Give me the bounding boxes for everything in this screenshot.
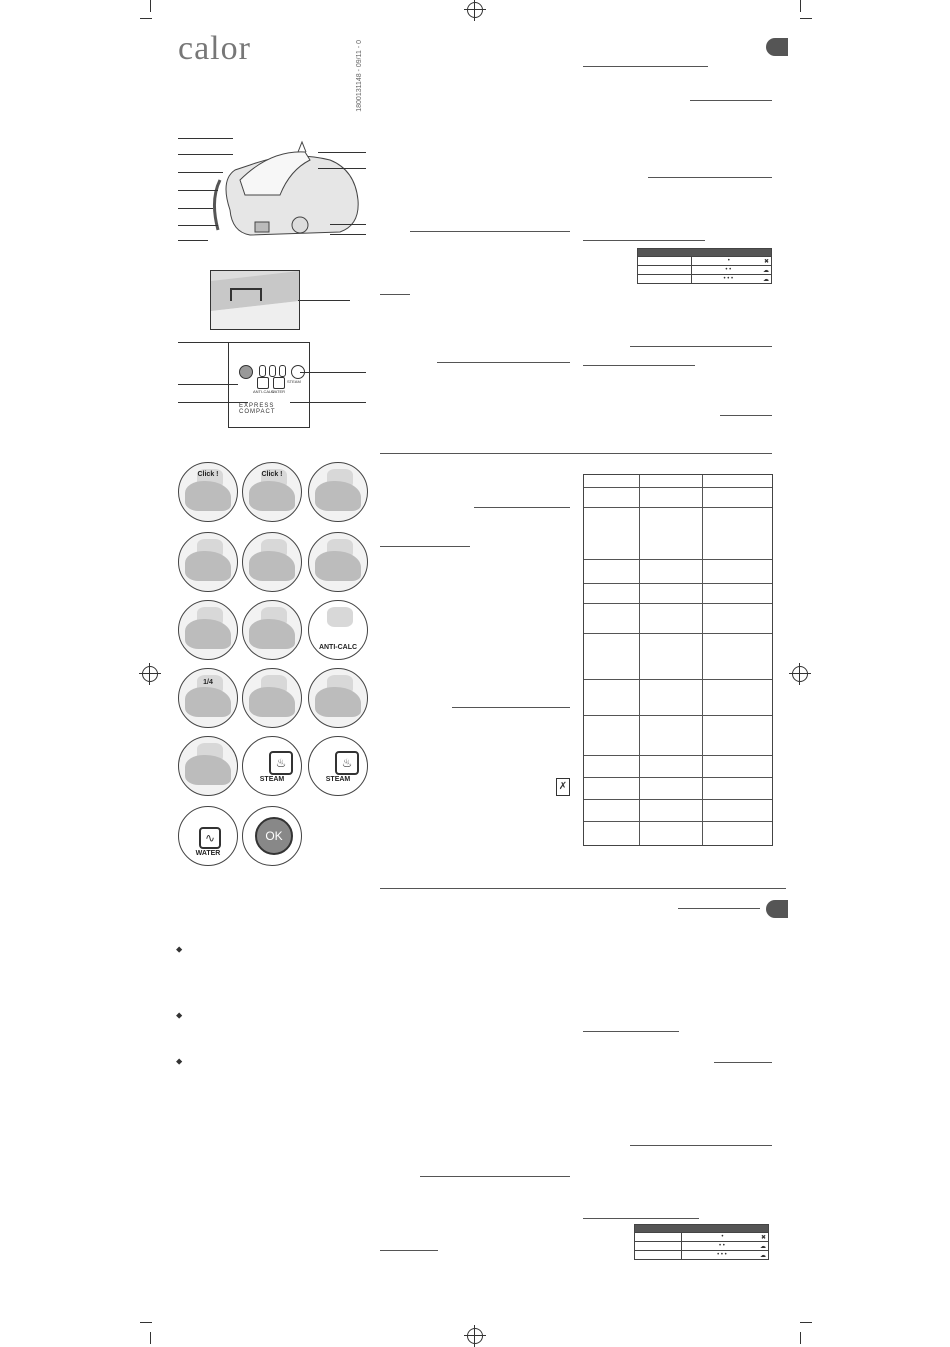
step-image <box>308 532 368 592</box>
callout-line <box>178 138 233 139</box>
callout-line <box>178 172 223 173</box>
step-image <box>242 668 302 728</box>
registration-mark-bottom <box>467 1328 483 1344</box>
step-image: ♨ STEAM <box>308 736 368 796</box>
callout-line <box>300 372 366 373</box>
heading-underline <box>714 1062 772 1063</box>
document-code: 1800131148 - 09/11 - 0 <box>356 40 363 112</box>
heading-underline <box>420 1176 570 1177</box>
heading-underline <box>583 365 695 366</box>
steam-button-icon: ♨ <box>335 751 359 775</box>
settings-table: • ✖ • • ☁ • • • ☁ <box>637 248 772 284</box>
anti-calc-label: ANTI-CALC <box>253 389 275 394</box>
step-image: 1/4 <box>178 668 238 728</box>
bullet-icon: ⬥ <box>176 1010 183 1020</box>
steam-icon: ☁ <box>760 1243 766 1250</box>
step-image <box>178 736 238 796</box>
steam-generator-illustration <box>210 140 360 240</box>
language-tab <box>766 38 788 56</box>
heading-underline <box>583 1218 699 1219</box>
callout-line <box>330 234 366 235</box>
setting-icon: ✖ <box>763 258 769 265</box>
callout-line <box>178 402 248 403</box>
detail-image-handle <box>210 270 300 330</box>
steam-button-icon: ♨ <box>269 751 293 775</box>
settings-table: • ✖ • • ☁ • • • ☁ <box>634 1224 769 1260</box>
callout-line <box>178 240 208 241</box>
crop-mark <box>150 0 151 12</box>
callout-line <box>178 154 233 155</box>
step-image: Click ! <box>242 462 302 522</box>
section-divider <box>380 888 786 889</box>
heading-underline <box>437 362 570 363</box>
anti-calc-button-icon <box>257 377 269 389</box>
registration-mark-left <box>142 666 158 682</box>
indicator-light-icon <box>259 365 266 377</box>
ok-button-icon: OK <box>255 817 293 855</box>
crop-mark <box>800 1332 801 1344</box>
step-image: Click ! <box>178 462 238 522</box>
heading-underline <box>583 240 705 241</box>
callout-line <box>318 152 366 153</box>
heading-underline <box>410 231 570 232</box>
bullet-icon: ⬥ <box>176 1056 183 1066</box>
step-image <box>178 532 238 592</box>
heading-underline <box>648 177 772 178</box>
heading-underline <box>474 507 570 508</box>
heading-underline <box>380 294 410 295</box>
heading-underline <box>583 66 708 67</box>
brand-logo: calor <box>178 30 251 67</box>
step-image: ♨ STEAM <box>242 736 302 796</box>
water-button-icon <box>273 377 285 389</box>
callout-line <box>178 384 238 385</box>
language-tab <box>766 900 788 918</box>
steam-icon: ☁ <box>763 267 769 274</box>
callout-line <box>178 225 218 226</box>
control-panel-illustration <box>228 342 310 428</box>
model-name: EXPRESS COMPACT <box>239 403 276 415</box>
step-image: ∿ WATER <box>178 806 238 866</box>
crop-mark <box>800 0 801 12</box>
heading-underline <box>720 415 772 416</box>
step-image <box>178 600 238 660</box>
setting-icon: ✖ <box>760 1234 766 1241</box>
crop-mark <box>140 18 152 19</box>
registration-mark-top <box>467 2 483 18</box>
steam-label: STEAM <box>287 379 301 384</box>
step-image <box>242 532 302 592</box>
callout-line <box>178 190 218 191</box>
indicator-light-icon <box>279 365 286 377</box>
heading-underline <box>630 346 772 347</box>
callout-line <box>290 402 366 403</box>
callout-line <box>318 168 366 169</box>
troubleshooting-table <box>583 474 773 846</box>
callout-line <box>178 208 213 209</box>
heading-underline <box>380 546 470 547</box>
step-image: ANTI-CALC <box>308 600 368 660</box>
power-button-icon <box>239 365 253 379</box>
step-image <box>308 668 368 728</box>
crop-mark <box>150 1332 151 1344</box>
bullet-icon: ⬥ <box>176 944 183 954</box>
crop-mark <box>800 18 812 19</box>
heading-underline <box>690 100 772 101</box>
step-image <box>242 806 302 866</box>
water-label: WATER <box>271 389 285 394</box>
heading-underline <box>583 1031 679 1032</box>
step-image <box>242 600 302 660</box>
callout-line <box>298 300 350 301</box>
indicator-light-icon <box>269 365 276 377</box>
callout-line <box>330 224 366 225</box>
heading-underline <box>380 1250 438 1251</box>
heading-underline <box>630 1145 772 1146</box>
crop-mark <box>140 1322 152 1323</box>
steam-icon: ☁ <box>760 1252 766 1259</box>
crop-mark <box>800 1322 812 1323</box>
heading-underline <box>452 707 570 708</box>
callout-line <box>178 342 233 343</box>
heading-underline <box>678 908 760 909</box>
step-image <box>308 462 368 522</box>
section-divider <box>380 453 772 454</box>
registration-mark-right <box>792 666 808 682</box>
water-button-icon: ∿ <box>199 827 221 849</box>
steam-icon: ☁ <box>763 276 769 283</box>
recycle-bin-icon: ✗ <box>556 778 570 796</box>
